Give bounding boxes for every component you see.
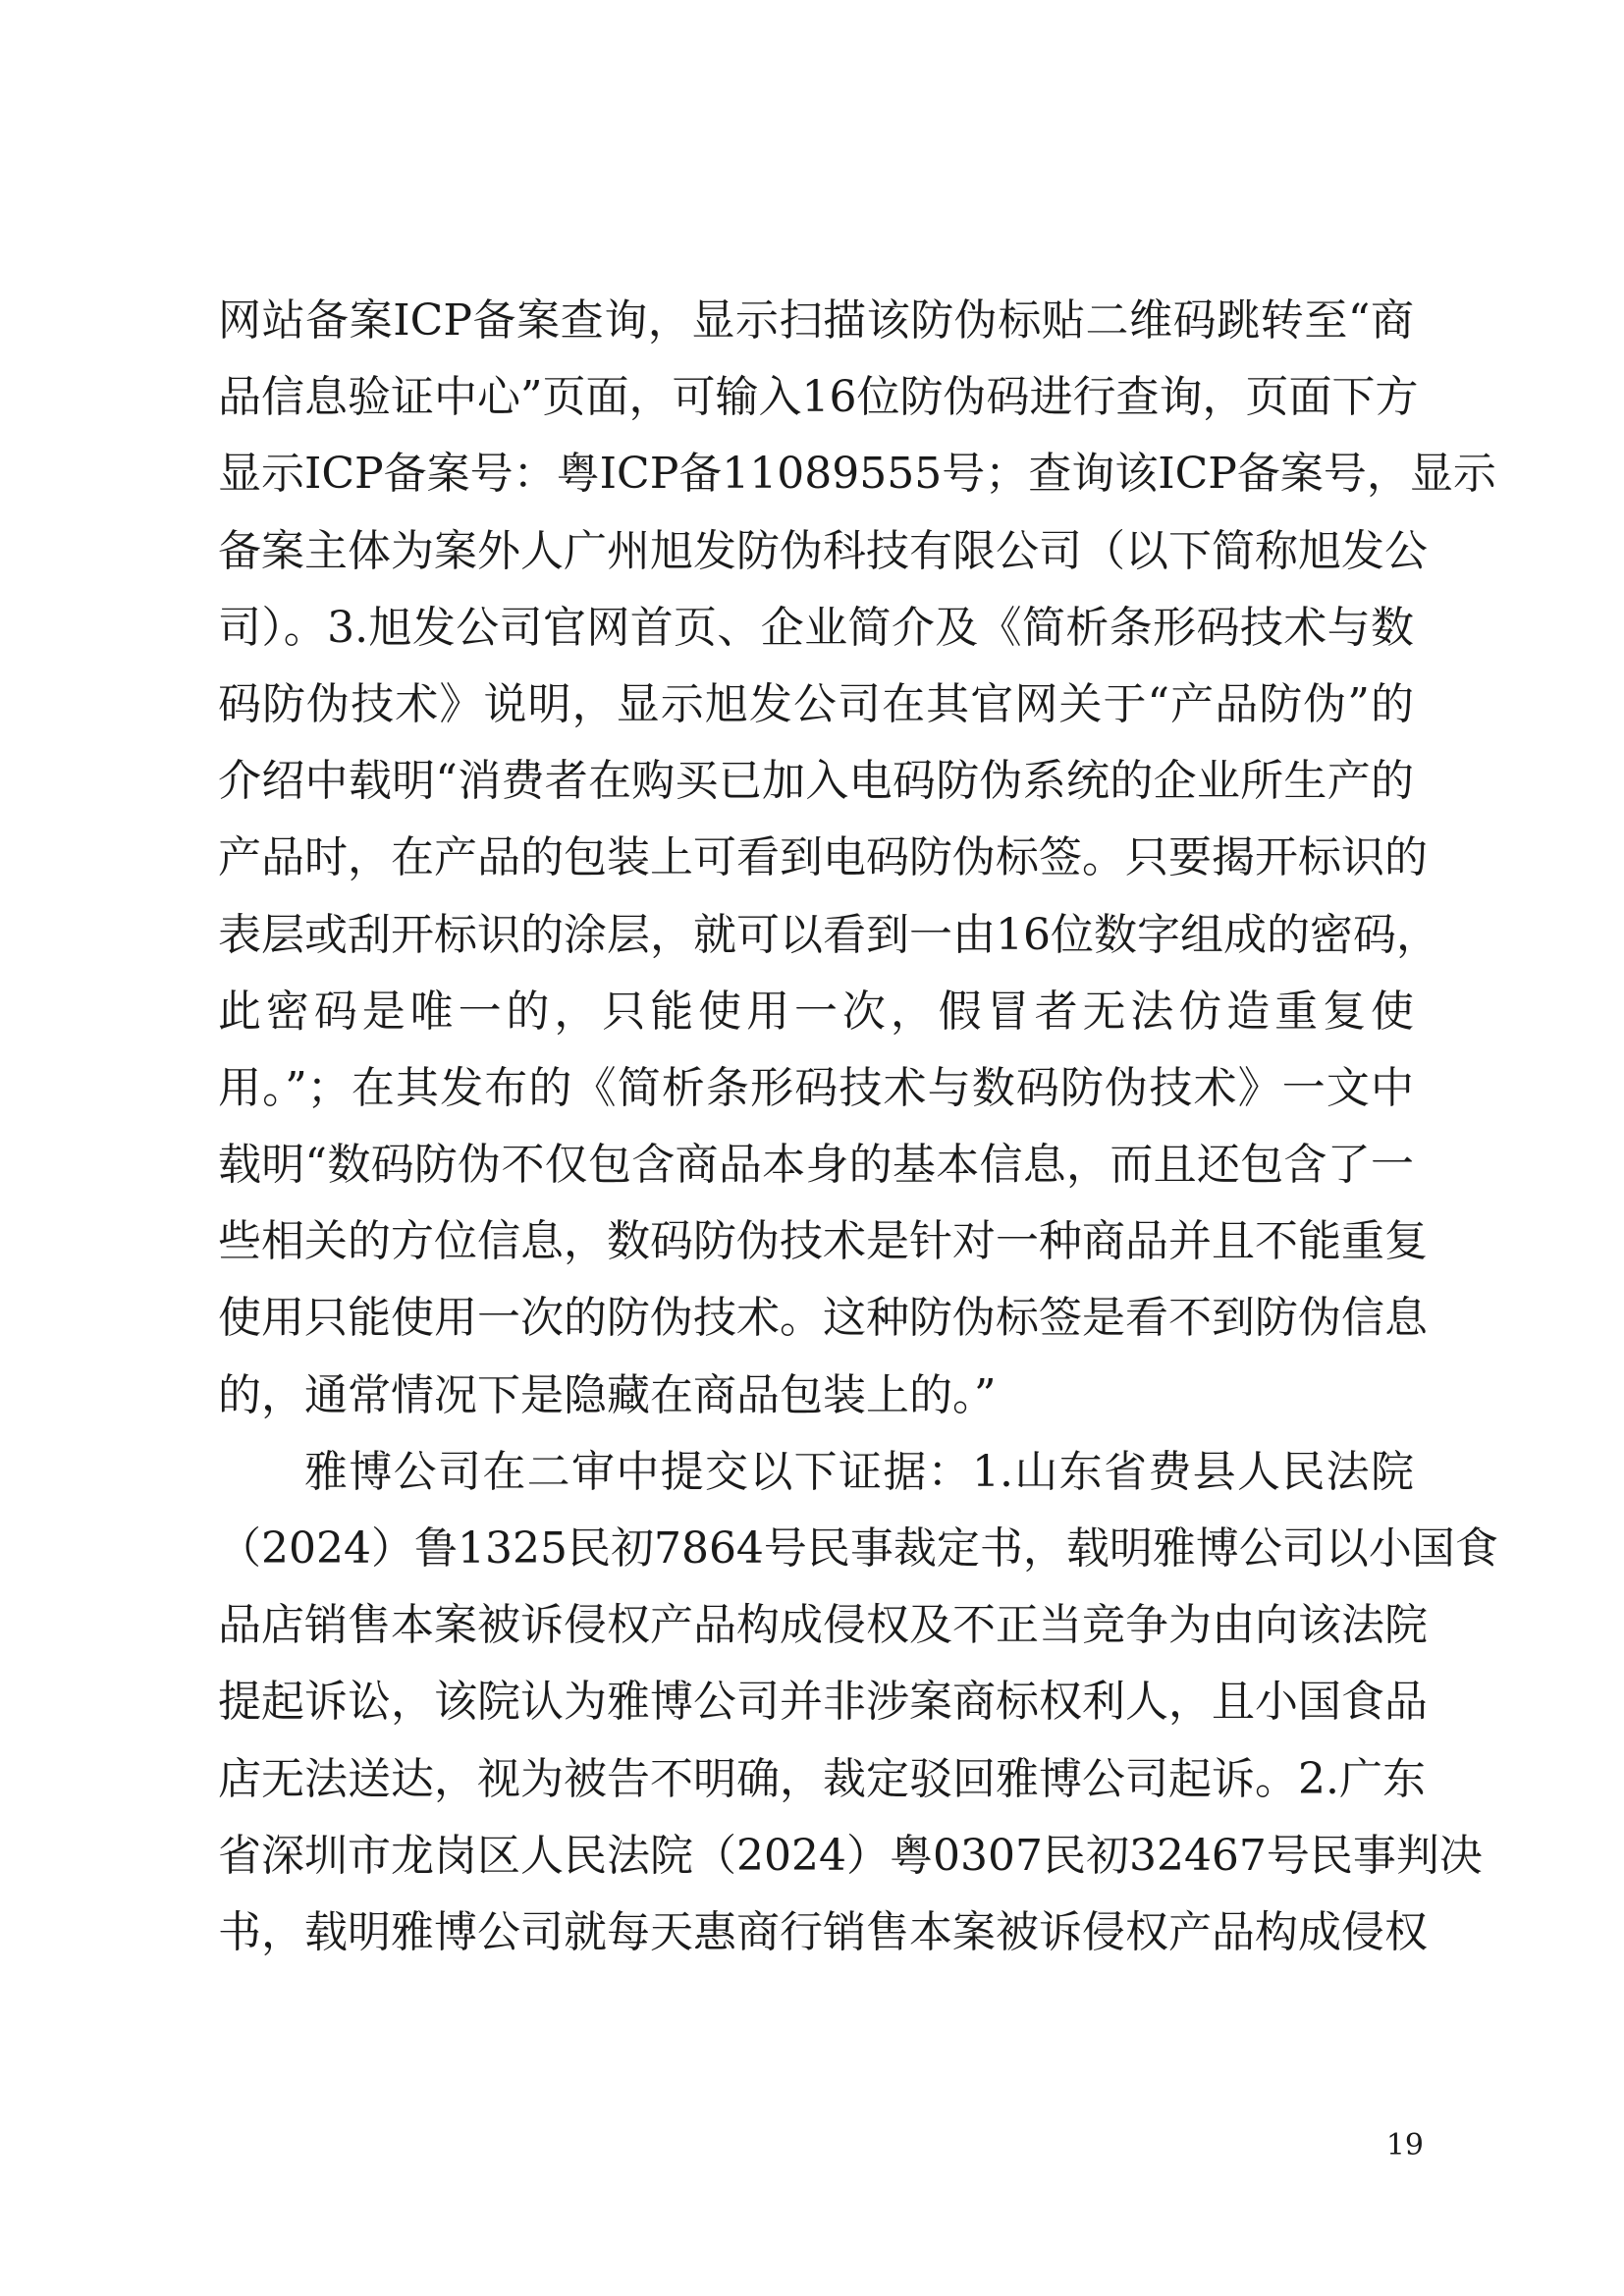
text-line: 品信息验证中心”页面，可输入16位防伪码进行查询，页面下方	[218, 372, 1419, 423]
text-line: 省深圳市龙岗区人民法院（2024）粤0307民初32467号民事判决	[218, 1830, 1483, 1881]
text-line: 店无法送达，视为被告不明确，裁定驳回雅博公司起诉。2.广东	[218, 1753, 1426, 1804]
text-line: 载明“数码防伪不仅包含商品本身的基本信息，而且还包含了一	[218, 1140, 1414, 1191]
text-line: 用。”；在其发布的《简析条形码技术与数码防伪技术》一文中	[218, 1062, 1414, 1113]
text-line: 表层或刮开标识的涂层，就可以看到一由16位数字组成的密码，	[218, 909, 1439, 960]
page-number: 19	[1385, 2128, 1424, 2163]
text-line: 书，载明雅博公司就每天惠商行销售本案被诉侵权产品构成侵权	[218, 1906, 1428, 1957]
text-line: 网站备案ICP备案查询，显示扫描该防伪标贴二维码跳转至“商	[218, 295, 1414, 346]
text-line: 些相关的方位信息，数码防伪技术是针对一种商品并且不能重复	[218, 1216, 1428, 1267]
document-body	[218, 283, 1498, 1971]
text-line: 司）。3.旭发公司官网首页、企业简介及《简析条形码技术与数	[218, 602, 1414, 653]
text-line: 显示ICP备案号：粤ICP备11089555号；查询该ICP备案号，显示	[218, 449, 1496, 500]
text-line: 产品时，在产品的包装上可看到电码防伪标签。只要揭开标识的	[218, 832, 1428, 883]
text-line: 此密码是唯一的，只能使用一次，假冒者无法仿造重复使	[218, 986, 1414, 1037]
text-line: 提起诉讼，该院认为雅博公司并非涉案商标权利人，且小国食品	[218, 1677, 1428, 1728]
text-line: 备案主体为案外人广州旭发防伪科技有限公司（以下简称旭发公	[218, 525, 1428, 576]
text-line: 码防伪技术》说明，显示旭发公司在其官网关于“产品防伪”的	[218, 678, 1414, 729]
text-line: 介绍中载明“消费者在购买已加入电码防伪系统的企业所生产的	[218, 756, 1414, 807]
text-line: 的，通常情况下是隐藏在商品包装上的。”	[218, 1369, 997, 1420]
text-line: 雅博公司在二审中提交以下证据：1.山东省费县人民法院	[304, 1446, 1414, 1497]
text-line: 品店销售本案被诉侵权产品构成侵权及不正当竞争为由向该法院	[218, 1600, 1428, 1651]
text-line: 使用只能使用一次的防伪技术。这种防伪标签是看不到防伪信息	[218, 1293, 1428, 1344]
text-line: （2024）鲁1325民初7864号民事裁定书，载明雅博公司以小国食	[218, 1523, 1498, 1574]
